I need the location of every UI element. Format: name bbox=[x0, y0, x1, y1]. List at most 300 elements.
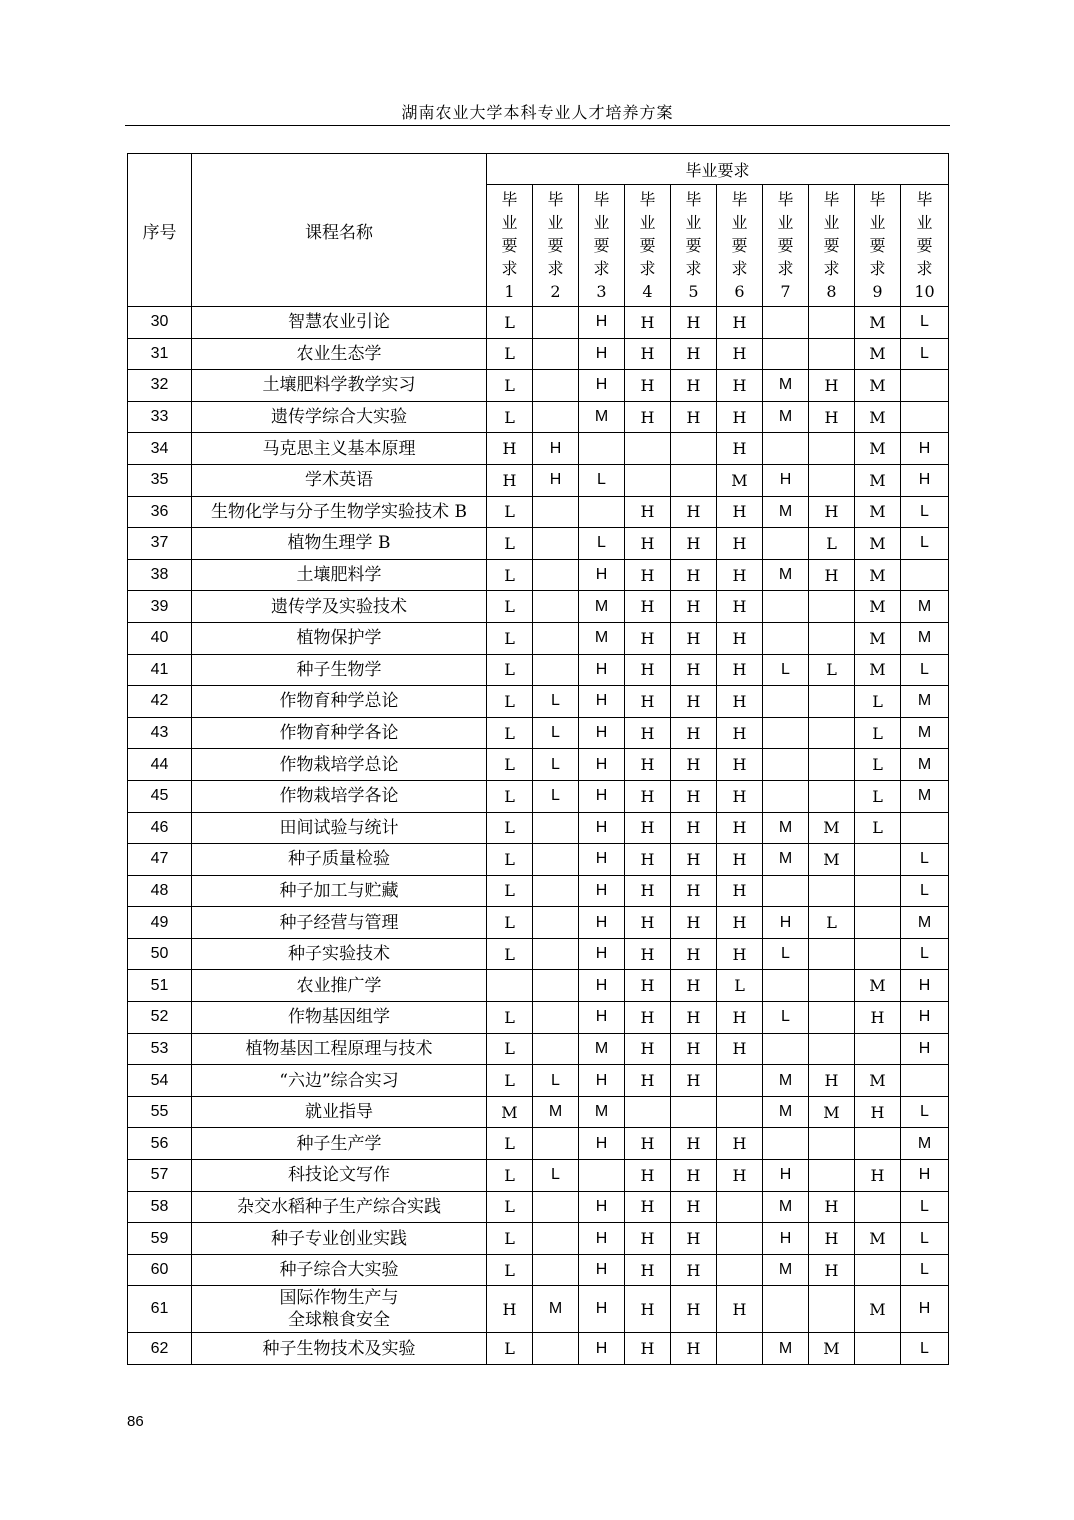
req-mark-cell-7 bbox=[763, 1128, 809, 1160]
req-mark-cell-3: L bbox=[579, 528, 625, 560]
req-mark-cell-3: H bbox=[579, 370, 625, 402]
req-mark-cell-7 bbox=[763, 875, 809, 907]
req-mark-cell-6: H bbox=[717, 1160, 763, 1192]
req-mark-cell-5: H bbox=[671, 717, 717, 749]
req-mark-cell-3: H bbox=[579, 812, 625, 844]
req-mark-cell-10: M bbox=[901, 907, 949, 939]
req-mark-cell-5: H bbox=[671, 938, 717, 970]
req-mark-cell-1: H bbox=[487, 433, 533, 465]
table-row bbox=[128, 591, 949, 623]
req-mark-cell-3: H bbox=[579, 338, 625, 370]
req-mark-cell-7: M bbox=[763, 812, 809, 844]
req-mark-cell-4: H bbox=[625, 654, 671, 686]
row-index-cell: 40 bbox=[128, 622, 192, 654]
req-mark-cell-3: H bbox=[579, 717, 625, 749]
req-mark-cell-3: H bbox=[579, 844, 625, 876]
req-header-char: 毕 bbox=[731, 190, 748, 209]
req-mark-cell-6: H bbox=[717, 686, 763, 718]
req-mark-cell-7 bbox=[763, 338, 809, 370]
req-header-char: 要 bbox=[593, 236, 610, 255]
req-header-char: 业 bbox=[777, 213, 794, 232]
req-header-char: 业 bbox=[916, 213, 933, 232]
req-mark-cell-9 bbox=[855, 1254, 901, 1286]
course-name-cell bbox=[192, 496, 487, 528]
req-mark-cell-1: L bbox=[487, 370, 533, 402]
req-mark-cell-3: H bbox=[579, 654, 625, 686]
table-row bbox=[128, 970, 949, 1002]
req-header-char: 求 bbox=[639, 259, 656, 278]
req-mark-cell-10 bbox=[901, 812, 949, 844]
req-mark-cell-9: M bbox=[855, 370, 901, 402]
req-mark-cell-4 bbox=[625, 464, 671, 496]
req-mark-cell-1: L bbox=[487, 717, 533, 749]
req-mark-cell-7: M bbox=[763, 1333, 809, 1365]
req-mark-cell-7: M bbox=[763, 370, 809, 402]
req-mark-cell-4: H bbox=[625, 780, 671, 812]
req-mark-cell-7: H bbox=[763, 1223, 809, 1255]
req-header-char: 2 bbox=[550, 282, 561, 301]
req-mark-cell-10: L bbox=[901, 496, 949, 528]
req-mark-cell-6: H bbox=[717, 717, 763, 749]
req-mark-cell-5: H bbox=[671, 1254, 717, 1286]
req-mark-cell-9: M bbox=[855, 496, 901, 528]
course-name-cell bbox=[192, 307, 487, 339]
req-header-char: 业 bbox=[869, 213, 886, 232]
req-mark-cell-6: L bbox=[717, 970, 763, 1002]
req-mark-cell-4: H bbox=[625, 591, 671, 623]
course-name-line: 种子综合大实验 bbox=[279, 1260, 399, 1281]
course-name-line: 遗传学及实验技术 bbox=[271, 596, 407, 617]
req-mark-cell-10: L bbox=[901, 528, 949, 560]
req-mark-cell-4: H bbox=[625, 559, 671, 591]
req-mark-cell-4: H bbox=[625, 307, 671, 339]
req-mark-cell-8 bbox=[809, 464, 855, 496]
req-mark-cell-5: H bbox=[671, 1128, 717, 1160]
req-mark-cell-8 bbox=[809, 433, 855, 465]
table-row bbox=[128, 1191, 949, 1223]
req-mark-cell-1: L bbox=[487, 338, 533, 370]
req-mark-cell-6: H bbox=[717, 1033, 763, 1065]
req-mark-cell-7: H bbox=[763, 1160, 809, 1192]
req-mark-cell-8: H bbox=[809, 559, 855, 591]
course-name-line: 种子实验技术 bbox=[288, 944, 390, 965]
req-mark-cell-10: H bbox=[901, 433, 949, 465]
req-mark-cell-1: L bbox=[487, 528, 533, 560]
req-header-char: 求 bbox=[501, 259, 518, 278]
table-row bbox=[128, 528, 949, 560]
req-mark-cell-7 bbox=[763, 749, 809, 781]
req-mark-cell-6: H bbox=[717, 307, 763, 339]
req-header-char: 毕 bbox=[777, 190, 794, 209]
req-mark-cell-4: H bbox=[625, 844, 671, 876]
col-course-header: 课程名称 bbox=[192, 154, 487, 307]
req-mark-cell-9: H bbox=[855, 1096, 901, 1128]
req-mark-cell-4: H bbox=[625, 1254, 671, 1286]
course-name-line: 作物基因组学 bbox=[288, 1007, 390, 1028]
req-mark-cell-6: H bbox=[717, 749, 763, 781]
req-mark-cell-6: H bbox=[717, 401, 763, 433]
req-mark-cell-2 bbox=[533, 591, 579, 623]
req-mark-cell-2 bbox=[533, 622, 579, 654]
course-name-cell bbox=[192, 717, 487, 749]
req-mark-cell-9: L bbox=[855, 686, 901, 718]
req-mark-cell-9: M bbox=[855, 559, 901, 591]
course-name-cell bbox=[192, 591, 487, 623]
req-mark-cell-10: M bbox=[901, 749, 949, 781]
req-mark-cell-4: H bbox=[625, 749, 671, 781]
course-name-line: 种子质量检验 bbox=[288, 849, 390, 870]
req-mark-cell-1 bbox=[487, 970, 533, 1002]
req-mark-cell-4: H bbox=[625, 686, 671, 718]
req-mark-cell-6: H bbox=[717, 433, 763, 465]
req-mark-cell-3: H bbox=[579, 1002, 625, 1034]
req-mark-cell-2 bbox=[533, 907, 579, 939]
req-mark-cell-1: H bbox=[487, 464, 533, 496]
req-mark-cell-6: H bbox=[717, 844, 763, 876]
req-mark-cell-7 bbox=[763, 970, 809, 1002]
req-mark-cell-1: L bbox=[487, 1223, 533, 1255]
req-mark-cell-1: L bbox=[487, 749, 533, 781]
req-mark-cell-6: H bbox=[717, 1002, 763, 1034]
req-mark-cell-2 bbox=[533, 970, 579, 1002]
req-mark-cell-6: H bbox=[717, 622, 763, 654]
req-mark-cell-2 bbox=[533, 1191, 579, 1223]
course-name-line: 作物栽培学各论 bbox=[279, 786, 399, 807]
req-mark-cell-4: H bbox=[625, 1160, 671, 1192]
req-mark-cell-5: H bbox=[671, 875, 717, 907]
req-mark-cell-9: L bbox=[855, 780, 901, 812]
req-mark-cell-8 bbox=[809, 686, 855, 718]
course-name-cell bbox=[192, 433, 487, 465]
row-index-cell: 30 bbox=[128, 307, 192, 339]
table-header bbox=[128, 154, 949, 307]
req-mark-cell-5: H bbox=[671, 622, 717, 654]
row-index-cell: 46 bbox=[128, 812, 192, 844]
table-row bbox=[128, 749, 949, 781]
req-mark-cell-5: H bbox=[671, 1223, 717, 1255]
req-mark-cell-10: M bbox=[901, 591, 949, 623]
req-mark-cell-4: H bbox=[625, 401, 671, 433]
req-mark-cell-9: M bbox=[855, 307, 901, 339]
req-header-7 bbox=[763, 185, 809, 307]
req-mark-cell-3: H bbox=[579, 970, 625, 1002]
course-name-line: 作物育种学总论 bbox=[279, 691, 399, 712]
req-mark-cell-9 bbox=[855, 1333, 901, 1365]
req-mark-cell-10: L bbox=[901, 307, 949, 339]
req-mark-cell-9 bbox=[855, 1191, 901, 1223]
req-mark-cell-4: H bbox=[625, 1286, 671, 1333]
req-mark-cell-5: H bbox=[671, 780, 717, 812]
req-mark-cell-8: H bbox=[809, 401, 855, 433]
course-name-line: 国际作物生产与 bbox=[279, 1288, 399, 1309]
req-mark-cell-2 bbox=[533, 496, 579, 528]
req-mark-cell-4: H bbox=[625, 938, 671, 970]
req-mark-cell-10: H bbox=[901, 1002, 949, 1034]
req-mark-cell-4 bbox=[625, 1096, 671, 1128]
req-mark-cell-6 bbox=[717, 1065, 763, 1097]
req-mark-cell-9 bbox=[855, 1128, 901, 1160]
req-mark-cell-10: L bbox=[901, 1191, 949, 1223]
course-name-line: 杂交水稻种子生产综合实践 bbox=[237, 1196, 441, 1217]
req-mark-cell-7 bbox=[763, 1286, 809, 1333]
req-mark-cell-2 bbox=[533, 1033, 579, 1065]
req-header-char: 求 bbox=[869, 259, 886, 278]
req-mark-cell-10: M bbox=[901, 686, 949, 718]
row-index-cell: 56 bbox=[128, 1128, 192, 1160]
req-mark-cell-1: L bbox=[487, 686, 533, 718]
req-mark-cell-5: H bbox=[671, 1333, 717, 1365]
req-mark-cell-3: M bbox=[579, 622, 625, 654]
req-mark-cell-7: L bbox=[763, 1002, 809, 1034]
req-mark-cell-9: L bbox=[855, 812, 901, 844]
course-name-cell bbox=[192, 338, 487, 370]
req-mark-cell-2 bbox=[533, 528, 579, 560]
req-mark-cell-9: M bbox=[855, 970, 901, 1002]
req-mark-cell-5: H bbox=[671, 654, 717, 686]
req-mark-cell-1: L bbox=[487, 1002, 533, 1034]
req-mark-cell-4: H bbox=[625, 1128, 671, 1160]
req-mark-cell-8 bbox=[809, 875, 855, 907]
course-name-cell bbox=[192, 1002, 487, 1034]
table-row bbox=[128, 433, 949, 465]
req-mark-cell-8 bbox=[809, 1128, 855, 1160]
req-header-9 bbox=[855, 185, 901, 307]
req-mark-cell-6: H bbox=[717, 780, 763, 812]
row-index-cell: 31 bbox=[128, 338, 192, 370]
req-header-char: 业 bbox=[593, 213, 610, 232]
req-mark-cell-4: H bbox=[625, 1223, 671, 1255]
req-mark-cell-5: H bbox=[671, 528, 717, 560]
course-name-cell bbox=[192, 1065, 487, 1097]
req-mark-cell-5: H bbox=[671, 559, 717, 591]
req-header-char: 求 bbox=[593, 259, 610, 278]
row-index-cell: 34 bbox=[128, 433, 192, 465]
req-mark-cell-7 bbox=[763, 528, 809, 560]
req-header-char: 1 bbox=[504, 282, 515, 301]
req-mark-cell-10: M bbox=[901, 780, 949, 812]
req-header-char: 业 bbox=[639, 213, 656, 232]
req-mark-cell-7: M bbox=[763, 1191, 809, 1223]
course-name-line: 智慧农业引论 bbox=[288, 312, 390, 333]
req-mark-cell-7: M bbox=[763, 496, 809, 528]
row-index-cell: 37 bbox=[128, 528, 192, 560]
req-mark-cell-2 bbox=[533, 338, 579, 370]
table-row bbox=[128, 1128, 949, 1160]
req-mark-cell-9: M bbox=[855, 1223, 901, 1255]
req-header-char: 毕 bbox=[639, 190, 656, 209]
req-mark-cell-1: L bbox=[487, 1128, 533, 1160]
req-mark-cell-2: H bbox=[533, 433, 579, 465]
req-header-char: 求 bbox=[547, 259, 564, 278]
row-index-cell: 54 bbox=[128, 1065, 192, 1097]
req-mark-cell-10: H bbox=[901, 1033, 949, 1065]
req-mark-cell-1: L bbox=[487, 654, 533, 686]
page-number: 86 bbox=[127, 1413, 144, 1430]
req-mark-cell-2 bbox=[533, 844, 579, 876]
req-mark-cell-3: H bbox=[579, 1333, 625, 1365]
req-header-char: 要 bbox=[731, 236, 748, 255]
req-mark-cell-1: L bbox=[487, 907, 533, 939]
req-mark-cell-1: L bbox=[487, 1254, 533, 1286]
req-mark-cell-4: H bbox=[625, 1002, 671, 1034]
req-mark-cell-1: L bbox=[487, 622, 533, 654]
course-name-line: 遗传学综合大实验 bbox=[271, 407, 407, 428]
req-mark-cell-3: H bbox=[579, 875, 625, 907]
req-mark-cell-5: H bbox=[671, 1002, 717, 1034]
req-mark-cell-4: H bbox=[625, 1065, 671, 1097]
req-header-char: 毕 bbox=[547, 190, 564, 209]
course-name-cell bbox=[192, 1333, 487, 1365]
req-mark-cell-3: H bbox=[579, 1254, 625, 1286]
table-row bbox=[128, 1223, 949, 1255]
table-row bbox=[128, 1033, 949, 1065]
req-mark-cell-10: L bbox=[901, 844, 949, 876]
req-mark-cell-7: M bbox=[763, 559, 809, 591]
req-mark-cell-3: M bbox=[579, 401, 625, 433]
req-mark-cell-9 bbox=[855, 938, 901, 970]
req-header-char: 8 bbox=[826, 282, 837, 301]
course-name-line: 学术英语 bbox=[305, 470, 373, 491]
course-name-cell bbox=[192, 1223, 487, 1255]
req-mark-cell-6 bbox=[717, 1096, 763, 1128]
table-row bbox=[128, 370, 949, 402]
req-mark-cell-5: H bbox=[671, 496, 717, 528]
req-header-char: 5 bbox=[688, 282, 699, 301]
course-name-line: 种子专业创业实践 bbox=[271, 1228, 407, 1249]
req-mark-cell-9: M bbox=[855, 654, 901, 686]
req-mark-cell-5: H bbox=[671, 1191, 717, 1223]
req-mark-cell-1: L bbox=[487, 1065, 533, 1097]
course-name-line: 农业推广学 bbox=[296, 975, 382, 996]
req-mark-cell-7: M bbox=[763, 1254, 809, 1286]
req-mark-cell-2: L bbox=[533, 780, 579, 812]
table-row bbox=[128, 812, 949, 844]
req-header-10 bbox=[901, 185, 949, 307]
course-name-cell bbox=[192, 907, 487, 939]
req-mark-cell-6: M bbox=[717, 464, 763, 496]
req-mark-cell-1: L bbox=[487, 1033, 533, 1065]
course-name-line: 全球粮食安全 bbox=[288, 1310, 390, 1331]
table-row bbox=[128, 559, 949, 591]
req-mark-cell-2: M bbox=[533, 1096, 579, 1128]
req-mark-cell-4: H bbox=[625, 1333, 671, 1365]
req-mark-cell-8: L bbox=[809, 528, 855, 560]
course-name-cell bbox=[192, 812, 487, 844]
table-row bbox=[128, 1254, 949, 1286]
table-row bbox=[128, 338, 949, 370]
running-header: 湖南农业大学本科专业人才培养方案 bbox=[401, 103, 674, 122]
course-name-cell bbox=[192, 528, 487, 560]
col-index-header: 序号 bbox=[128, 154, 192, 307]
req-header-char: 要 bbox=[639, 236, 656, 255]
req-mark-cell-9: M bbox=[855, 1065, 901, 1097]
req-mark-cell-1: L bbox=[487, 812, 533, 844]
course-name-cell bbox=[192, 1254, 487, 1286]
course-name-cell bbox=[192, 1096, 487, 1128]
row-index-cell: 35 bbox=[128, 464, 192, 496]
course-name-line: 植物生理学 B bbox=[287, 533, 391, 554]
table-row bbox=[128, 1002, 949, 1034]
group-header: 毕业要求 bbox=[487, 154, 949, 185]
req-mark-cell-1: L bbox=[487, 1160, 533, 1192]
req-mark-cell-6: H bbox=[717, 1128, 763, 1160]
req-mark-cell-8: L bbox=[809, 654, 855, 686]
course-name-cell bbox=[192, 464, 487, 496]
req-header-char: 业 bbox=[547, 213, 564, 232]
req-mark-cell-3 bbox=[579, 433, 625, 465]
req-mark-cell-8 bbox=[809, 622, 855, 654]
table-row bbox=[128, 1286, 949, 1333]
req-mark-cell-7: L bbox=[763, 654, 809, 686]
table-row bbox=[128, 780, 949, 812]
row-index-cell: 45 bbox=[128, 780, 192, 812]
req-mark-cell-8 bbox=[809, 938, 855, 970]
course-name-cell bbox=[192, 559, 487, 591]
req-header-char: 要 bbox=[501, 236, 518, 255]
req-mark-cell-7 bbox=[763, 686, 809, 718]
req-mark-cell-7 bbox=[763, 622, 809, 654]
req-mark-cell-4: H bbox=[625, 338, 671, 370]
req-mark-cell-10: H bbox=[901, 970, 949, 1002]
req-header-char: 毕 bbox=[593, 190, 610, 209]
req-mark-cell-2 bbox=[533, 370, 579, 402]
req-header-char: 7 bbox=[780, 282, 791, 301]
req-header-char: 要 bbox=[777, 236, 794, 255]
req-mark-cell-1: L bbox=[487, 875, 533, 907]
req-header-char: 要 bbox=[916, 236, 933, 255]
req-mark-cell-1: L bbox=[487, 1191, 533, 1223]
req-mark-cell-7 bbox=[763, 433, 809, 465]
course-name-line: 作物栽培学总论 bbox=[279, 754, 399, 775]
req-mark-cell-3: H bbox=[579, 780, 625, 812]
req-mark-cell-5: H bbox=[671, 401, 717, 433]
req-mark-cell-4: H bbox=[625, 1191, 671, 1223]
course-name-line: 植物基因工程原理与技术 bbox=[245, 1038, 433, 1059]
req-mark-cell-1: H bbox=[487, 1286, 533, 1333]
req-mark-cell-6: H bbox=[717, 559, 763, 591]
req-header-char: 求 bbox=[731, 259, 748, 278]
req-mark-cell-8 bbox=[809, 717, 855, 749]
req-mark-cell-9 bbox=[855, 907, 901, 939]
req-mark-cell-5: H bbox=[671, 1286, 717, 1333]
header-rule bbox=[125, 125, 950, 126]
req-mark-cell-2 bbox=[533, 307, 579, 339]
table-row bbox=[128, 1065, 949, 1097]
req-mark-cell-9: M bbox=[855, 464, 901, 496]
req-mark-cell-7: H bbox=[763, 464, 809, 496]
req-mark-cell-8 bbox=[809, 307, 855, 339]
req-mark-cell-10: H bbox=[901, 1286, 949, 1333]
req-mark-cell-3: H bbox=[579, 1191, 625, 1223]
table-row bbox=[128, 1096, 949, 1128]
course-name-line: 种子生物技术及实验 bbox=[262, 1338, 416, 1359]
req-mark-cell-8 bbox=[809, 1002, 855, 1034]
req-mark-cell-6: H bbox=[717, 496, 763, 528]
table-row bbox=[128, 717, 949, 749]
req-mark-cell-9: H bbox=[855, 1160, 901, 1192]
req-mark-cell-8: L bbox=[809, 907, 855, 939]
req-mark-cell-2 bbox=[533, 875, 579, 907]
req-header-char: 毕 bbox=[823, 190, 840, 209]
row-index-cell: 62 bbox=[128, 1333, 192, 1365]
req-mark-cell-5: H bbox=[671, 907, 717, 939]
req-mark-cell-10: M bbox=[901, 717, 949, 749]
course-name-line: 马克思主义基本原理 bbox=[262, 438, 416, 459]
req-mark-cell-8: M bbox=[809, 844, 855, 876]
req-header-char: 要 bbox=[547, 236, 564, 255]
req-header-char: 要 bbox=[869, 236, 886, 255]
req-mark-cell-1: L bbox=[487, 938, 533, 970]
